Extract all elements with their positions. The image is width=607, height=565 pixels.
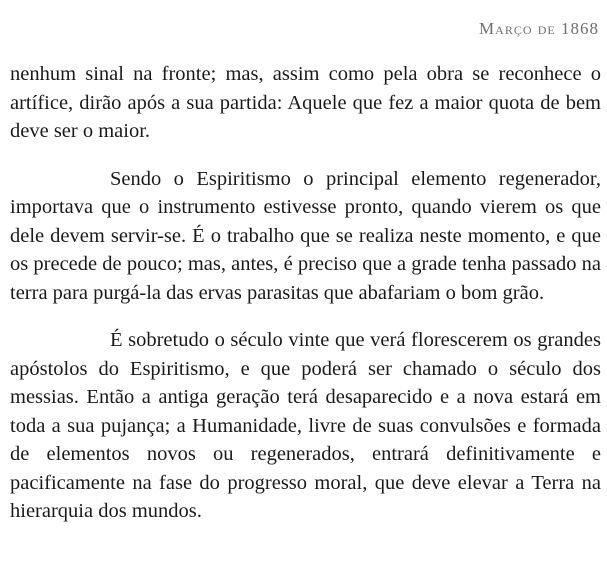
paragraph-continuation: nenhum sinal na fronte; mas, assim como pela obra se reconhece o artífice, dirão após a sua partida: Aquele que fez a maior quota de bem deve ser o maior. bbox=[10, 63, 601, 142]
paragraph-seculo-vinte: É sobretudo o século vinte que verá florescerem os grandes apóstolos do Espiritismo, e que poderá ser chamado o século dos messias. Então a antiga geração terá desaparecido e a nova estará em toda a sua pujança; a Humanidade, livre de suas convulsões e formada de elementos novos ou regenerados, entrará definitivamente e pacificamente na fase do progresso moral, que deve elevar a Terra na hierarquia dos mundos. bbox=[10, 329, 601, 522]
paragraph-espiritismo-regenerador: Sendo o Espiritismo o principal elemento regenerador, importava que o instrumento estivesse pronto, quando vierem os que dele devem servir-se. É o trabalho que se realiza neste momento, e que os precede de pouco; mas, antes, é preciso que a grade tenha passado na terra para purgá-la das ervas parasitas que abafariam o bom grão. bbox=[10, 167, 601, 304]
page-body bbox=[10, 60, 601, 526]
running-header: Março de 1868 bbox=[479, 19, 599, 38]
